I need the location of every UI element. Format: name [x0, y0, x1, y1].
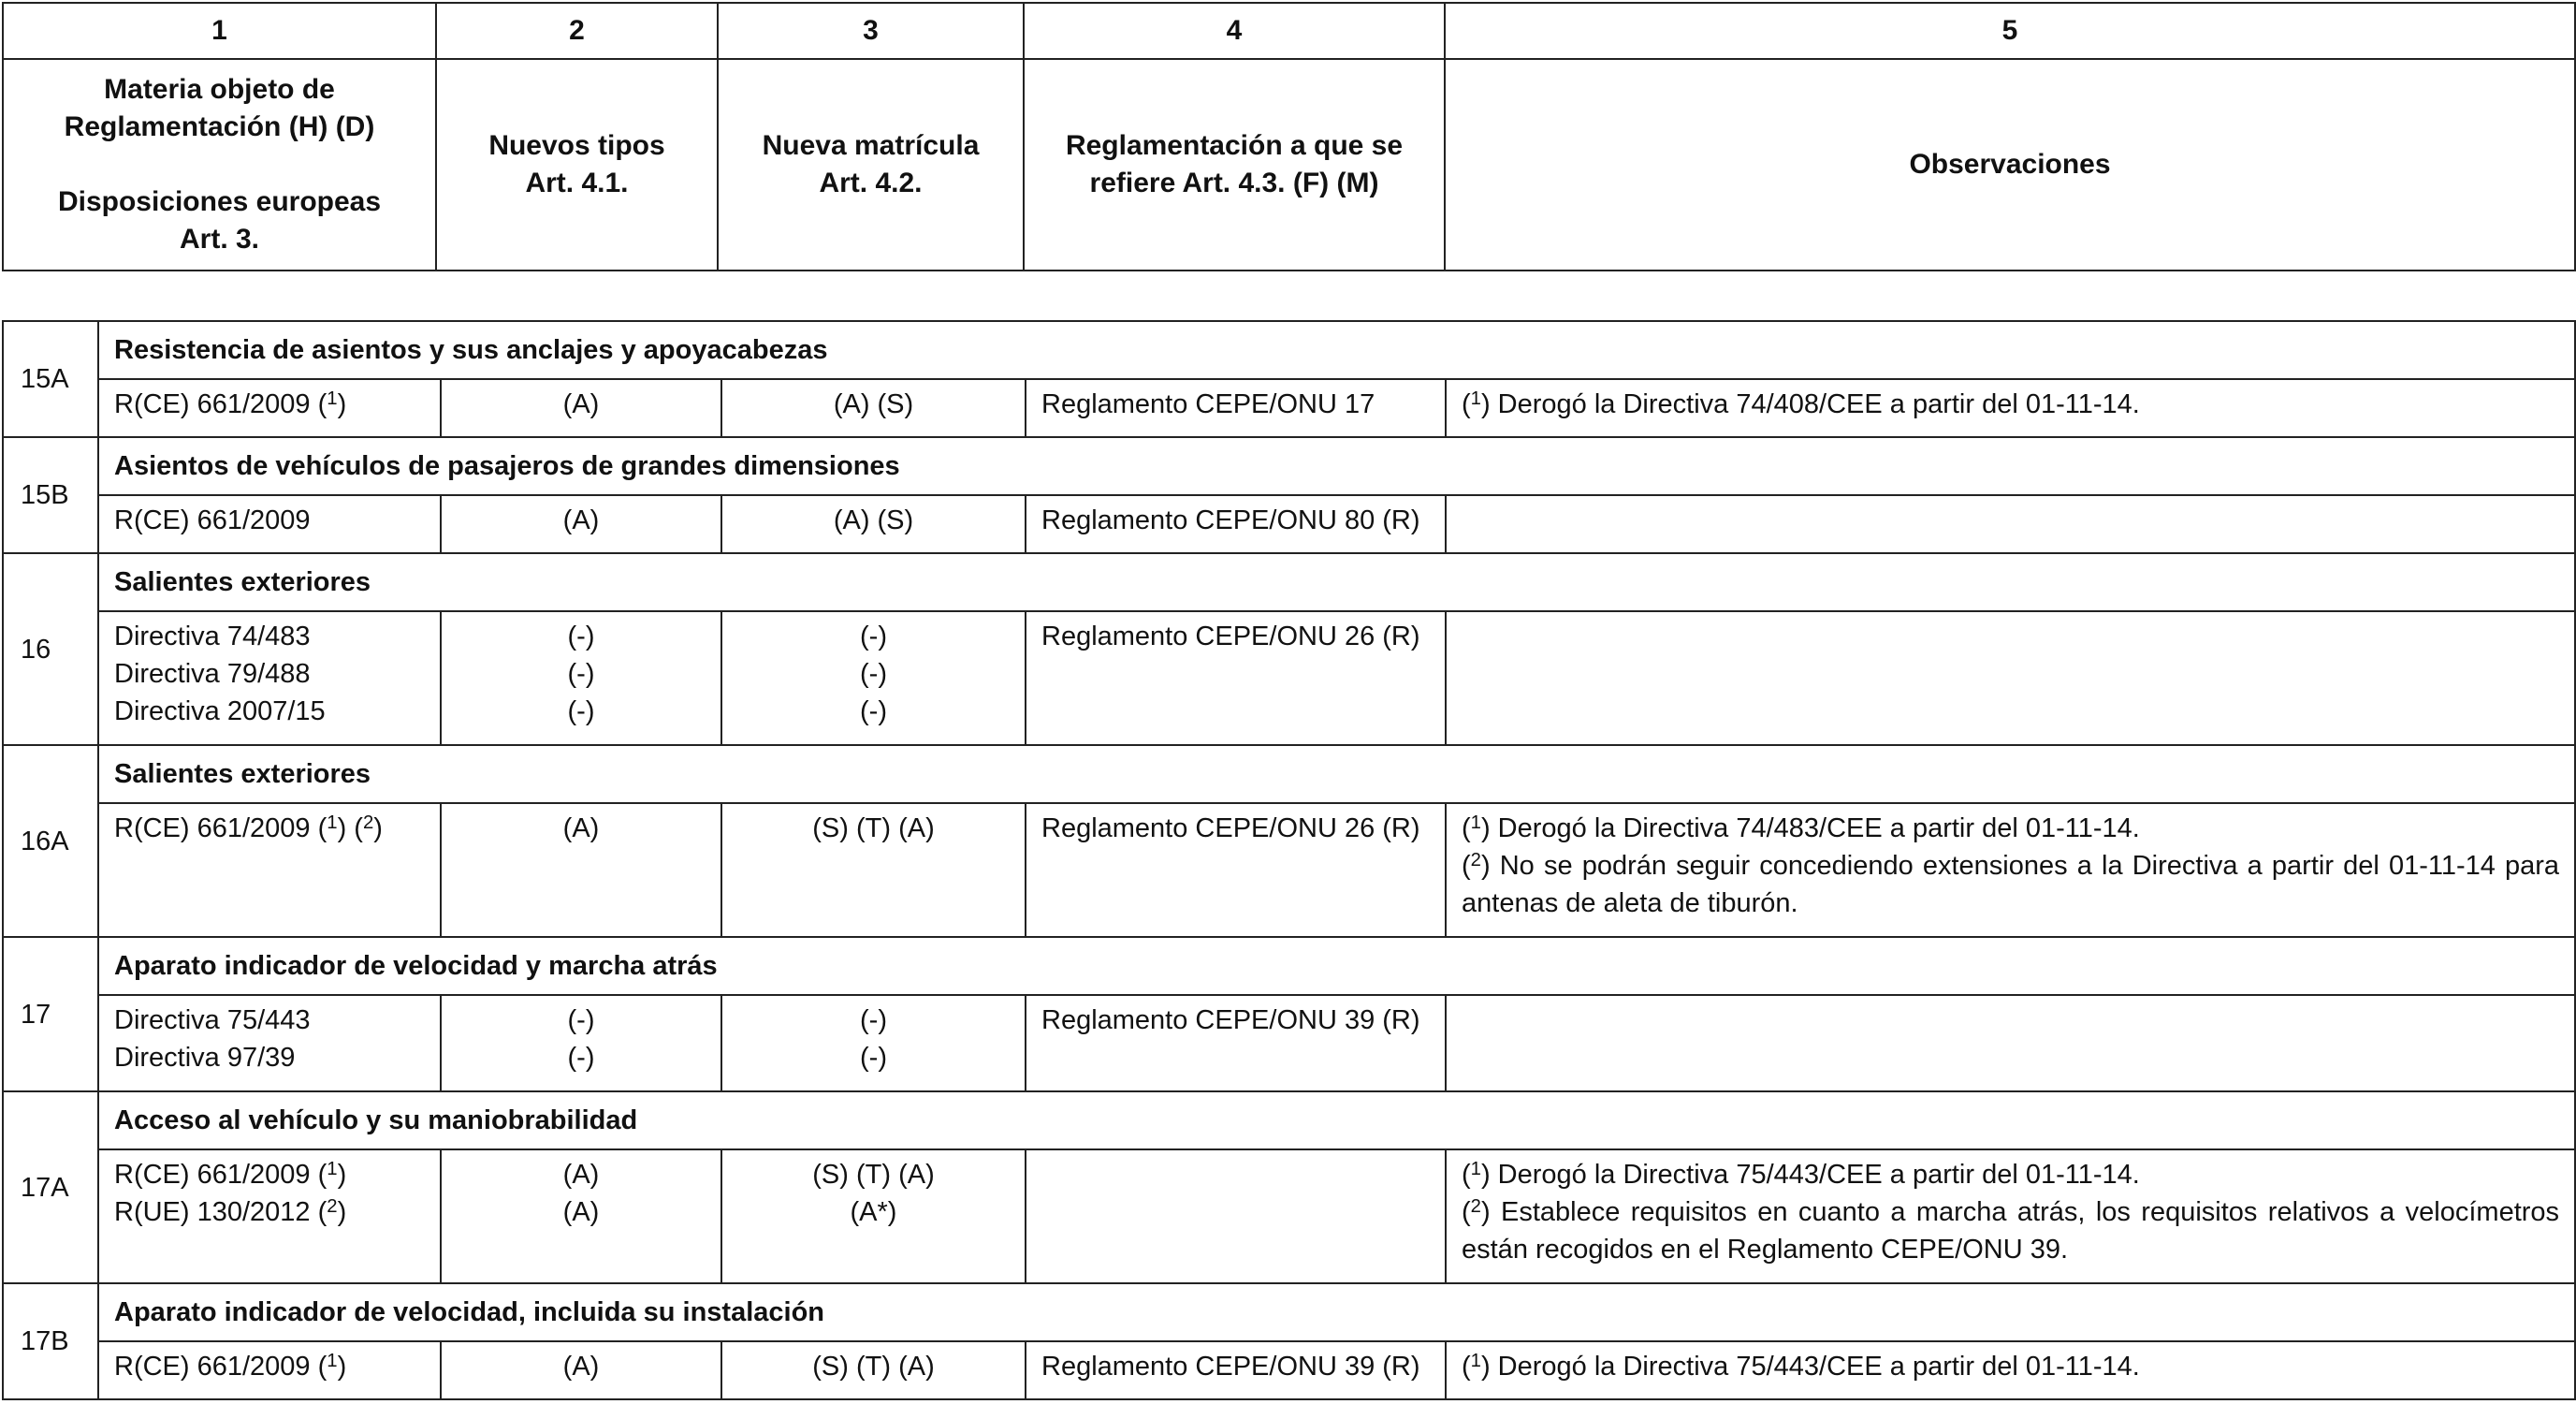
nueva-matricula-cell	[721, 379, 1026, 437]
nuevos-tipos-value: (-)	[567, 696, 595, 726]
reglamentacion-line: Reglamento CEPE/ONU 17	[1041, 389, 1375, 419]
disposicion-line: Directiva 2007/15	[114, 696, 326, 726]
group-detail-row	[3, 611, 2575, 745]
heading-line: refiere Art. 4.3. (F) (M)	[1089, 168, 1379, 198]
heading-reglamentacion	[1024, 59, 1445, 271]
group-detail-row	[3, 995, 2575, 1091]
nueva-matricula-cell	[721, 611, 1026, 745]
heading-line: Nuevos tipos	[488, 130, 665, 161]
column-heading-row	[3, 59, 2575, 271]
group-title-row	[3, 553, 2575, 611]
reglamentacion-line: Reglamento CEPE/ONU 80 (R)	[1041, 505, 1420, 535]
nueva-matricula-cell	[721, 995, 1026, 1091]
column-number-row	[3, 3, 2575, 59]
nueva-matricula-value: (A) (S)	[833, 505, 914, 535]
heading-line: Reglamentación (H) (D)	[64, 111, 375, 142]
group-detail-row	[3, 1149, 2575, 1283]
heading-line: Art. 3.	[179, 224, 260, 255]
group-title-row	[3, 1283, 2575, 1341]
nuevos-tipos-value: (-)	[567, 659, 595, 689]
column-number: 5	[1445, 3, 2575, 59]
group-title-row	[3, 745, 2575, 803]
column-number: 4	[1024, 3, 1445, 59]
item-code: 17B	[3, 1283, 98, 1399]
disposicion-line: R(CE) 661/2009 ($^1$)	[114, 1158, 347, 1190]
heading-line: Observaciones	[1909, 149, 2111, 180]
item-title: Salientes exteriores	[98, 553, 2575, 611]
observaciones-cell	[1446, 611, 2575, 745]
item-title: Aparato indicador de velocidad, incluida su instalación	[98, 1283, 2575, 1341]
reglamentacion-cell	[1026, 995, 1446, 1091]
item-code: 15A	[3, 321, 98, 437]
observaciones-cell	[1446, 995, 2575, 1091]
item-code: 17	[3, 937, 98, 1091]
group-detail-row	[3, 1341, 2575, 1399]
header-table	[2, 2, 2576, 271]
disposicion-cell	[98, 995, 441, 1091]
nueva-matricula-value: (-)	[860, 1043, 887, 1073]
nueva-matricula-value: (-)	[860, 1005, 887, 1035]
item-code: 16	[3, 553, 98, 745]
nueva-matricula-cell	[721, 803, 1026, 937]
nuevos-tipos-cell	[441, 1149, 721, 1283]
heading-line: Reglamentación a que se	[1065, 130, 1404, 161]
reglamentacion-cell	[1026, 803, 1446, 937]
heading-line: Art. 4.2.	[819, 168, 923, 198]
nueva-matricula-value: (S) (T) (A)	[812, 1160, 935, 1190]
item-title: Aparato indicador de velocidad y marcha atrás	[98, 937, 2575, 995]
group-title-row	[3, 937, 2575, 995]
nueva-matricula-cell	[721, 1149, 1026, 1283]
disposicion-line: Directiva 75/443	[114, 1005, 311, 1035]
heading-nueva-matricula	[718, 59, 1024, 271]
column-number: 1	[3, 3, 436, 59]
disposicion-cell	[98, 379, 441, 437]
observaciones-cell	[1446, 1341, 2575, 1399]
nuevos-tipos-cell	[441, 495, 721, 553]
heading-line	[11, 146, 428, 183]
nueva-matricula-value: (A) (S)	[833, 389, 914, 419]
disposicion-line: R(CE) 661/2009	[114, 505, 311, 535]
nuevos-tipos-value: (A)	[562, 1160, 600, 1190]
disposicion-cell	[98, 1149, 441, 1283]
reglamentacion-cell	[1026, 611, 1446, 745]
disposicion-cell	[98, 495, 441, 553]
observaciones-cell	[1446, 803, 2575, 937]
item-title: Resistencia de asientos y sus anclajes y apoyacabezas	[98, 321, 2575, 379]
regulation-table-body	[3, 321, 2575, 1399]
nuevos-tipos-value: (A)	[562, 1197, 600, 1227]
reglamentacion-line: Reglamento CEPE/ONU 39 (R)	[1041, 1005, 1420, 1035]
nuevos-tipos-value: (A)	[562, 813, 600, 843]
observacion-note: ($^1$) Derogó la Directiva 75/443/CEE a partir del 01-11-14.	[1462, 1158, 2140, 1190]
column-number: 3	[718, 3, 1024, 59]
disposicion-line: R(CE) 661/2009 ($^1$)	[114, 1350, 347, 1382]
item-code: 16A	[3, 745, 98, 937]
nuevos-tipos-cell	[441, 995, 721, 1091]
regulation-table	[2, 320, 2576, 1400]
disposicion-cell	[98, 803, 441, 937]
disposicion-line: R(UE) 130/2012 ($^2$)	[114, 1195, 347, 1227]
nueva-matricula-value: (-)	[860, 659, 887, 689]
nuevos-tipos-value: (A)	[562, 389, 600, 419]
group-title-row	[3, 437, 2575, 495]
disposicion-cell	[98, 1341, 441, 1399]
nuevos-tipos-value: (-)	[567, 622, 595, 651]
reglamentacion-cell	[1026, 495, 1446, 553]
nuevos-tipos-value: (A)	[562, 1352, 600, 1382]
reglamentacion-cell	[1026, 1341, 1446, 1399]
nuevos-tipos-value: (A)	[562, 505, 600, 535]
nueva-matricula-cell	[721, 495, 1026, 553]
heading-materia	[3, 59, 436, 271]
reglamentacion-line: Reglamento CEPE/ONU 26 (R)	[1041, 813, 1420, 843]
nueva-matricula-value: (-)	[860, 696, 887, 726]
nueva-matricula-cell	[721, 1341, 1026, 1399]
nuevos-tipos-cell	[441, 379, 721, 437]
nuevos-tipos-cell	[441, 1341, 721, 1399]
item-title: Acceso al vehículo y su maniobrabilidad	[98, 1091, 2575, 1149]
observacion-note: ($^1$) Derogó la Directiva 74/408/CEE a partir del 01-11-14.	[1462, 388, 2140, 419]
heading-nuevos-tipos	[436, 59, 718, 271]
reglamentacion-line: Reglamento CEPE/ONU 26 (R)	[1041, 622, 1420, 651]
group-detail-row	[3, 379, 2575, 437]
item-code: 15B	[3, 437, 98, 553]
item-code: 17A	[3, 1091, 98, 1283]
item-title: Asientos de vehículos de pasajeros de grandes dimensiones	[98, 437, 2575, 495]
observaciones-cell	[1446, 1149, 2575, 1283]
nuevos-tipos-cell	[441, 611, 721, 745]
column-number: 2	[436, 3, 718, 59]
observacion-note: ($^2$) No se podrán seguir concediendo extensiones a la Directiva a partir del 01-11-14 para antenas de aleta de tiburón.	[1462, 849, 2560, 918]
observacion-note: ($^1$) Derogó la Directiva 75/443/CEE a partir del 01-11-14.	[1462, 1350, 2140, 1382]
observacion-note: ($^2$) Establece requisitos en cuanto a marcha atrás, los requisitos relativos a velocímetros están recogidos en el Reglamento CEPE/ONU 39.	[1462, 1195, 2560, 1265]
observaciones-cell	[1446, 495, 2575, 553]
nuevos-tipos-value: (-)	[567, 1005, 595, 1035]
item-title: Salientes exteriores	[98, 745, 2575, 803]
disposicion-line: Directiva 97/39	[114, 1043, 296, 1073]
heading-line: Nueva matrícula	[762, 130, 980, 161]
reglamentacion-cell	[1026, 379, 1446, 437]
group-title-row	[3, 321, 2575, 379]
nueva-matricula-value: (S) (T) (A)	[812, 813, 935, 843]
heading-line: Art. 4.1.	[525, 168, 629, 198]
heading-line: Materia objeto de	[104, 74, 335, 105]
observacion-note: ($^1$) Derogó la Directiva 74/483/CEE a partir del 01-11-14.	[1462, 812, 2140, 843]
nueva-matricula-value: (A*)	[850, 1197, 897, 1227]
nueva-matricula-value: (S) (T) (A)	[812, 1352, 935, 1382]
heading-line: Disposiciones europeas	[57, 186, 382, 217]
group-title-row	[3, 1091, 2575, 1149]
disposicion-line: Directiva 74/483	[114, 622, 311, 651]
group-detail-row	[3, 803, 2575, 937]
nuevos-tipos-value: (-)	[567, 1043, 595, 1073]
reglamentacion-line: Reglamento CEPE/ONU 39 (R)	[1041, 1352, 1420, 1382]
disposicion-line: R(CE) 661/2009 ($^1$) ($^2$)	[114, 812, 383, 843]
observaciones-cell	[1446, 379, 2575, 437]
group-detail-row	[3, 495, 2575, 553]
disposicion-line: Directiva 79/488	[114, 659, 311, 689]
nueva-matricula-value: (-)	[860, 622, 887, 651]
disposicion-cell	[98, 611, 441, 745]
heading-observaciones	[1445, 59, 2575, 271]
nuevos-tipos-cell	[441, 803, 721, 937]
reglamentacion-cell	[1026, 1149, 1446, 1283]
disposicion-line: R(CE) 661/2009 ($^1$)	[114, 388, 347, 419]
